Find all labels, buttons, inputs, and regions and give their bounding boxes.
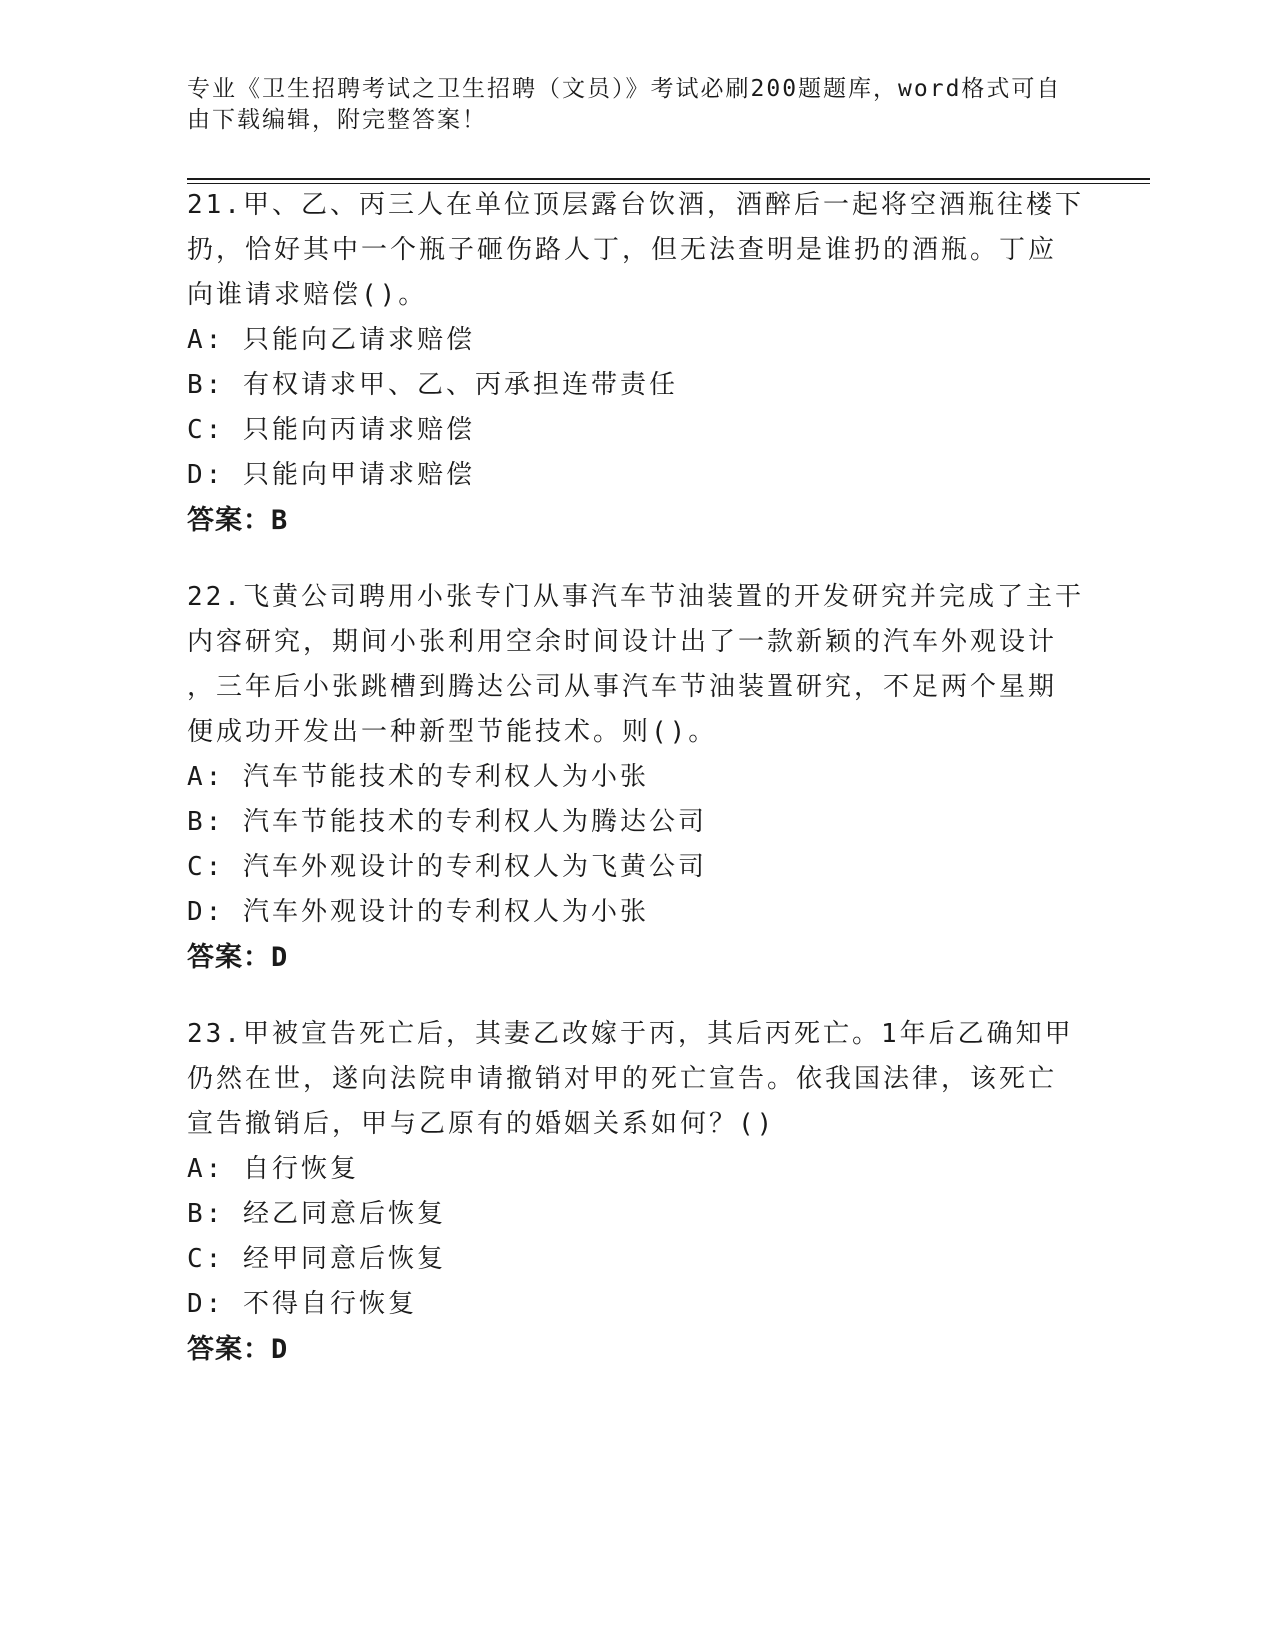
question-stem-line: 向谁请求赔偿()。 bbox=[187, 280, 428, 310]
question-stem-line: 便成功开发出一种新型节能技术。则()。 bbox=[187, 717, 718, 747]
option-c: C: 汽车外观设计的专利权人为飞黄公司 bbox=[187, 852, 707, 882]
option-c: C: 只能向丙请求赔偿 bbox=[187, 415, 475, 445]
header-line-2: 由下载编辑，附完整答案！ bbox=[187, 107, 487, 133]
question-stem-line: 仍然在世，遂向法院申请撤销对甲的死亡宣告。依我国法律，该死亡 bbox=[187, 1064, 1058, 1094]
option-a: A: 只能向乙请求赔偿 bbox=[187, 325, 475, 355]
question-23 bbox=[187, 1012, 1087, 1372]
question-22 bbox=[187, 575, 1087, 980]
option-d: D: 不得自行恢复 bbox=[187, 1289, 417, 1319]
header-divider-thick bbox=[187, 178, 1150, 180]
question-stem-line: 扔，恰好其中一个瓶子砸伤路人丁，但无法查明是谁扔的酒瓶。丁应 bbox=[187, 235, 1058, 265]
option-b: B: 汽车节能技术的专利权人为腾达公司 bbox=[187, 807, 707, 837]
question-stem-line: 21.甲、乙、丙三人在单位顶层露台饮酒，酒醉后一起将空酒瓶往楼下 bbox=[187, 190, 1084, 220]
answer-label: 答案：B bbox=[187, 505, 289, 536]
question-stem bbox=[187, 183, 1087, 318]
document-header bbox=[187, 74, 1067, 136]
question-stem bbox=[187, 575, 1087, 755]
option-b: B: 有权请求甲、乙、丙承担连带责任 bbox=[187, 370, 678, 400]
answer-label: 答案：D bbox=[187, 942, 289, 973]
header-line-1: 专业《卫生招聘考试之卫生招聘（文员）》考试必刷200题题库，word格式可自 bbox=[187, 76, 1062, 102]
question-stem-line: 22.飞黄公司聘用小张专门从事汽车节油装置的开发研究并完成了主干 bbox=[187, 582, 1084, 612]
option-d: D: 只能向甲请求赔偿 bbox=[187, 460, 475, 490]
question-stem-line: ，三年后小张跳槽到腾达公司从事汽车节油装置研究，不足两个星期 bbox=[187, 672, 1058, 702]
question-stem-line: 23.甲被宣告死亡后，其妻乙改嫁于丙，其后丙死亡。1年后乙确知甲 bbox=[187, 1019, 1074, 1049]
answer-label: 答案：D bbox=[187, 1334, 289, 1365]
question-stem-line: 内容研究，期间小张利用空余时间设计出了一款新颖的汽车外观设计 bbox=[187, 627, 1058, 657]
option-d: D: 汽车外观设计的专利权人为小张 bbox=[187, 897, 649, 927]
option-a: A: 汽车节能技术的专利权人为小张 bbox=[187, 762, 649, 792]
question-21 bbox=[187, 183, 1087, 543]
option-c: C: 经甲同意后恢复 bbox=[187, 1244, 446, 1274]
question-stem bbox=[187, 1012, 1087, 1147]
option-b: B: 经乙同意后恢复 bbox=[187, 1199, 446, 1229]
option-a: A: 自行恢复 bbox=[187, 1154, 359, 1184]
question-stem-line: 宣告撤销后，甲与乙原有的婚姻关系如何？() bbox=[187, 1109, 776, 1139]
